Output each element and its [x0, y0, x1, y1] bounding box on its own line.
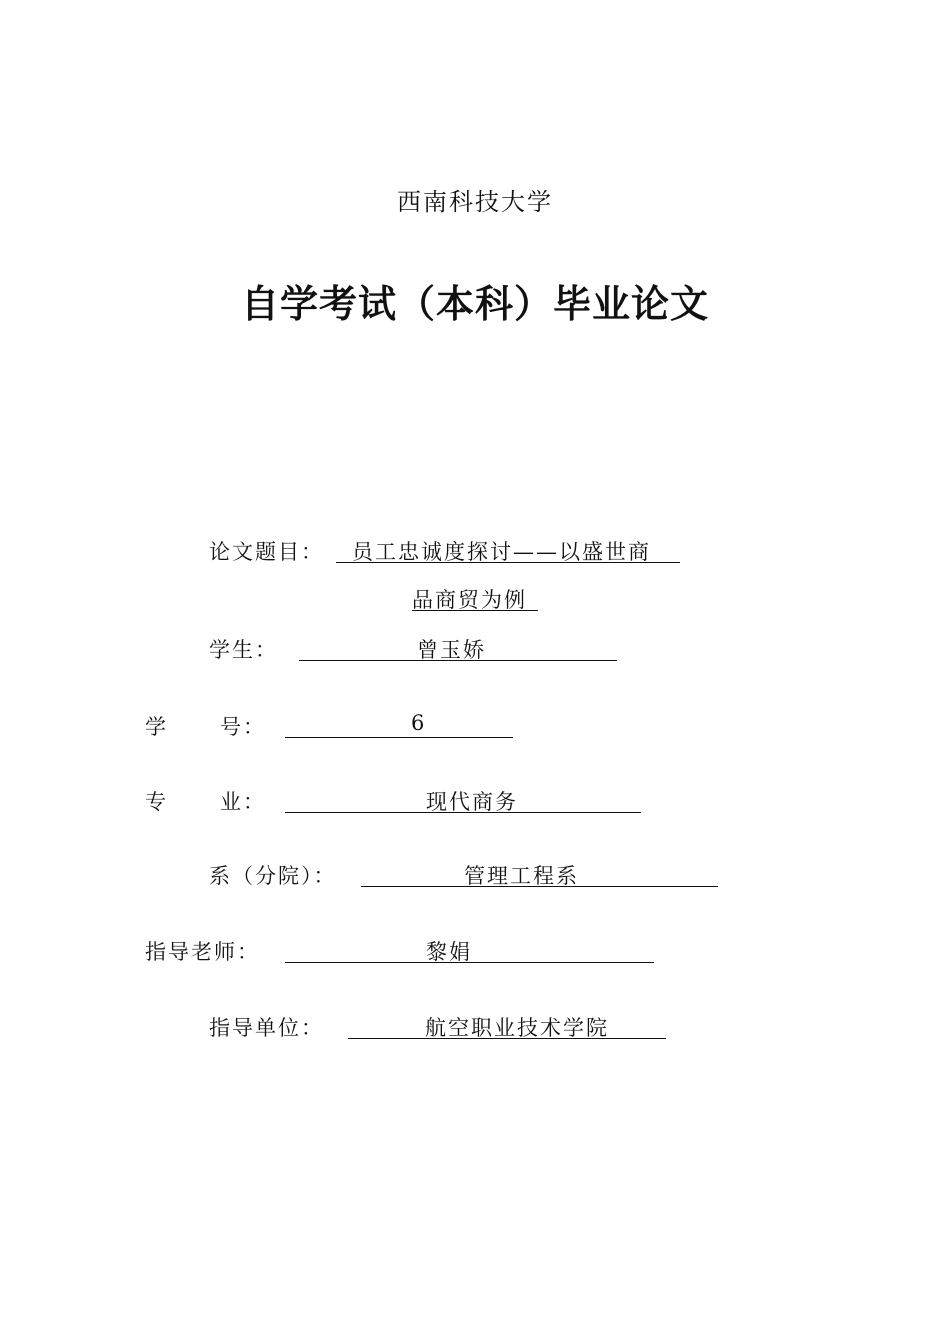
advisor-value: 黎娟	[426, 940, 472, 964]
document-title: 自学考试（本科）毕业论文	[240, 282, 709, 326]
department-value: 管理工程系	[464, 864, 579, 888]
major-field	[285, 786, 641, 813]
supervising-unit-label: 指导单位：	[209, 1016, 324, 1040]
student-value: 曾玉娇	[417, 638, 486, 662]
student-id-label-part1: 学	[145, 715, 168, 739]
department-label: 系（分院）：	[209, 864, 337, 888]
thesis-title-value-line1: 员工忠诚度探讨——以盛世商	[352, 540, 651, 564]
major-label-part2: 业：	[220, 790, 266, 814]
supervising-unit-value: 航空职业技术学院	[425, 1016, 609, 1040]
university-name: 西南科技大学	[397, 188, 553, 216]
thesis-title-field-line1	[336, 536, 680, 563]
major-value: 现代商务	[426, 790, 518, 814]
student-id-label-part2: 号：	[220, 715, 266, 739]
supervising-unit-field	[348, 1012, 666, 1039]
department-field	[361, 860, 718, 887]
advisor-label: 指导老师：	[145, 940, 260, 964]
advisor-field	[285, 936, 654, 963]
student-field	[299, 634, 617, 661]
thesis-title-label: 论文题目：	[209, 540, 324, 564]
student-id-value: 6	[411, 711, 427, 735]
thesis-title-value-line2: 品商贸为例	[412, 588, 527, 612]
thesis-title-field-line2	[412, 584, 538, 611]
student-id-field	[285, 711, 513, 738]
major-label-part1: 专	[145, 790, 168, 814]
student-label: 学生：	[209, 638, 278, 662]
